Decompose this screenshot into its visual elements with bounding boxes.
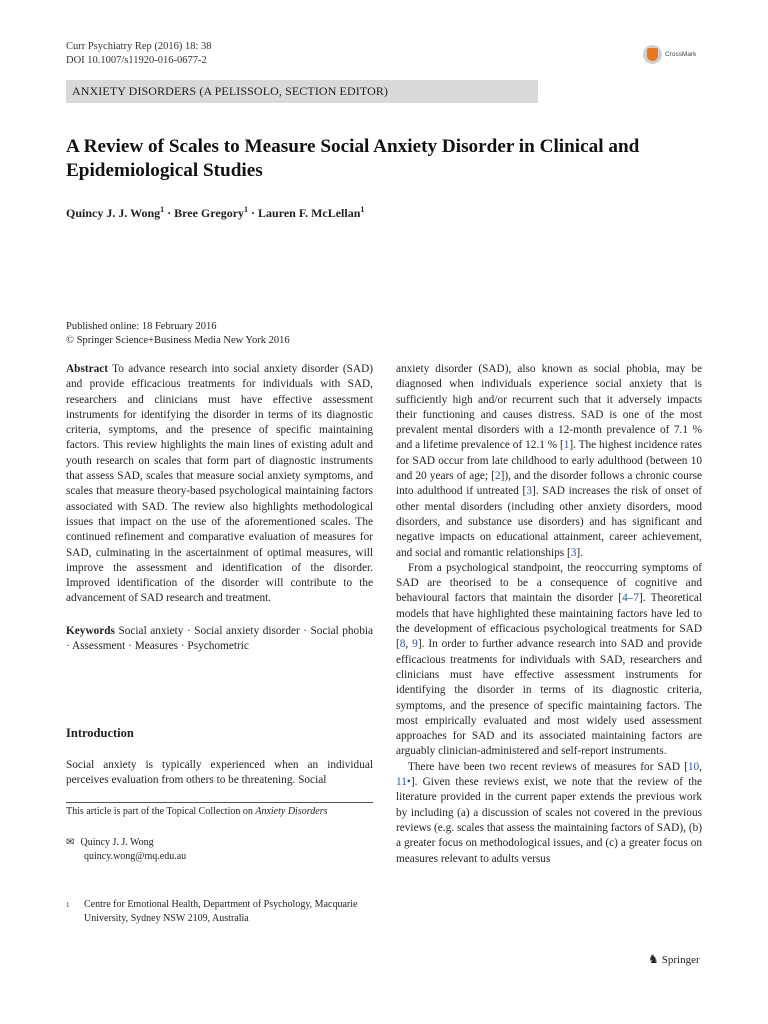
text-run: From a psychological standpoint, the reoccurring symptoms of SAD are theorised to be a consequence of cognitive and behavioural factors that maintain the disorder [ [396,561,702,605]
paragraph [396,561,702,760]
author-name[interactable]: Quincy J. J. Wong [66,206,161,220]
citation-link[interactable]: 4–7 [622,592,640,605]
affiliation-number: 1 [66,901,70,909]
citation-link[interactable]: 10 [687,760,700,773]
text-run: , [405,638,413,651]
abstract-label: Abstract [66,363,109,375]
publication-info [66,320,290,347]
copyright-line: © Springer Science+Business Media New York 2016 [66,334,290,346]
paragraph [396,362,702,561]
article-title: A Review of Scales to Measure Social Anxiety Disorder in Clinical and Epidemiological Studies [66,136,640,181]
right-column [396,362,702,867]
author-affiliation-mark: 1 [360,205,365,214]
keywords-label: Keywords [66,624,115,637]
publisher-name: Springer [661,953,700,966]
text-run: ]. [576,546,583,559]
text-run: ]. The highest incidence rates for SAD occur from late childhood to early adulthood (between 10 and 20 years of age; [ [396,439,703,483]
topical-collection-note [66,806,327,817]
affiliation-text: Centre for Emotional Health, Department of Psychology, Macquarie University, Sydney NSW 2109, Australia [84,899,358,924]
author-affiliation-mark: 1 [160,205,165,214]
section-banner: ANXIETY DISORDERS (A PELISSOLO, SECTION EDITOR) [66,80,538,103]
abstract-text: To advance research into social anxiety disorder (SAD) and provide efficacious treatments for individuals with SAD, researchers and clinicians must have effective assessment instruments for identifying the disorder in terms of its diagnostic criteria, symptoms, and the presence of specific maintaining factors. This review highlights the main lines of existing adult and youth research on scales that form part of diagnostic instruments that assess SAD, scales that measure social anxiety symptoms, and scales that measure theory-based psychological maintaining factors associated with SAD. The review also highlights methodological issues that impact on the use of the aforementioned scales. The continued refinement and comparative evaluation of measures for SAD, culminating in the ascertainment of optimal measures, will improve the assessment and identification of the disorder. Improved identification of the disorder will contribute to the advancement of SAD research and treatment. [66,363,373,605]
text-run: ]. Given these reviews exist, we note that the review of the literature provided in the current paper extends the previous work by including (a) a discussion of scales not covered in the previous reviews (e.g. scales that assess the maintaining factors of SAD), (b) a greater focus on methodological issues, and (c) a greater focus on measures relevant to adults versus [396,776,702,865]
affiliation [66,898,373,926]
footnote-divider [66,802,373,803]
keywords-text: Social anxiety · Social anxiety disorder · Social phobia · Assessment · Measures · Psychometric [66,624,373,653]
text-run: There have been two recent reviews of measures for SAD [ [408,760,688,773]
publisher-logo [648,952,700,967]
left-column [66,362,373,654]
citation-link[interactable]: 11• [396,776,411,789]
envelope-icon: ✉ [66,837,75,848]
journal-line: Curr Psychiatry Rep (2016) 18: 38 [66,41,212,52]
crossmark-badge[interactable] [643,43,713,65]
topical-collection-name[interactable]: Anxiety Disorders [255,806,328,817]
citation-link[interactable]: 3 [570,546,577,559]
springer-horse-icon: ♞ [648,952,659,966]
text-run: ]), and the disorder follows a chronic course into adulthood if untreated [ [396,470,702,498]
paragraph [396,760,702,867]
introduction-heading: Introduction [66,726,134,740]
citation-link[interactable]: 8 [399,638,406,651]
citation-link[interactable]: 1 [563,439,570,452]
author-affiliation-mark: 1 [244,205,249,214]
abstract [66,362,373,607]
introduction-text: Social anxiety is typically experienced when an individual perceives evaluation from others to be threatening. Social [66,759,373,787]
citation-link[interactable]: 3 [526,485,532,498]
crossmark-label: CrossMark [665,50,697,58]
citation-link[interactable]: 9 [412,638,418,651]
author-separator: · [248,206,259,220]
crossmark-icon [643,45,662,64]
text-run: ]. In order to further advance research into SAD and provide efficacious treatments for individuals with SAD, researchers and clinicians must have effective assessment instruments for identifying the disorder in terms of its diagnostic criteria, symptoms, and the presence of specific maintaining factors. The most empirically evaluated and most widely used assessment approaches for SAD and its associated maintaining factors are arguably clinician-administered and self-report instruments. [396,638,702,758]
keywords [66,624,373,655]
corresponding-author [66,836,186,864]
corresponding-email[interactable]: quincy.wong@mq.edu.au [84,851,187,862]
corresponding-name: Quincy J. J. Wong [80,837,154,848]
doi-line[interactable]: DOI 10.1007/s11920-016-0677-2 [66,55,207,66]
author-name[interactable]: Bree Gregory [174,206,245,220]
published-date: Published online: 18 February 2016 [66,321,217,332]
text-run: ]. Theoretical models that have highlighted these maintaining factors have led to the development of efficacious psychological treatments for SAD [ [396,592,703,651]
topical-prefix: This article is part of the Topical Collection on [66,806,256,817]
author-list [66,205,364,221]
author-separator: · [164,206,175,220]
text-run: , [699,760,702,773]
text-run: anxiety disorder (SAD), also known as social phobia, may be diagnosed when individuals experience social anxiety that is sufficiently high and/or recurrent such that it adversely impacts their functioning and causes distress. SAD is one of the most prevalent mental disorders with a 12-month prevalence of 7.1 % and a lifetime prevalence of 12.1 % [ [396,363,702,452]
text-run: ]. SAD increases the risk of onset of other mental disorders (including other anxiety disorders, mood disorders, and substance use disorders) and has significant and negative impacts on educational attainment, career achievement, and social and romantic relationships [ [396,485,702,559]
journal-citation [66,40,212,68]
citation-link[interactable]: 2 [494,470,501,483]
author-name[interactable]: Lauren F. McLellan [258,206,361,220]
